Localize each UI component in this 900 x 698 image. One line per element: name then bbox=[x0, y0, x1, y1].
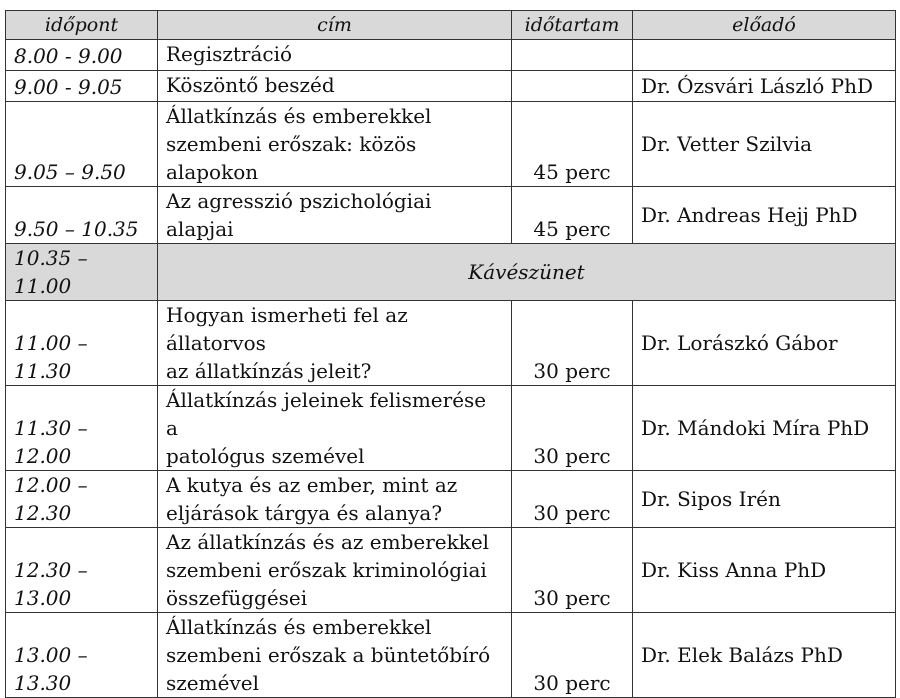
speaker-cell: Dr. Ózsvári László PhD bbox=[633, 71, 896, 102]
table-row bbox=[6, 386, 896, 471]
duration-cell: 30 perc bbox=[512, 613, 633, 698]
time-cell: 9.00 - 9.05 bbox=[6, 71, 158, 102]
time-cell: 13.00 – 13.30 bbox=[6, 613, 158, 698]
table-row bbox=[6, 102, 896, 187]
table-row bbox=[6, 40, 896, 71]
speaker-cell: Dr. Elek Balázs PhD bbox=[633, 613, 896, 698]
speaker-cell: Dr. Mándoki Míra PhD bbox=[633, 386, 896, 471]
table-row bbox=[6, 528, 896, 613]
title-cell: Az állatkínzás és az emberekkel szembeni erőszak kriminológiai összefüggései bbox=[158, 528, 512, 613]
title-cell: Köszöntő beszéd bbox=[158, 71, 512, 102]
speaker-cell: Dr. Kiss Anna PhD bbox=[633, 528, 896, 613]
duration-cell bbox=[512, 40, 633, 71]
header-row bbox=[6, 11, 896, 40]
time-cell: 9.50 – 10.35 bbox=[6, 187, 158, 244]
time-cell: 12.30 – 13.00 bbox=[6, 528, 158, 613]
table-row bbox=[6, 301, 896, 386]
duration-cell: 30 perc bbox=[512, 528, 633, 613]
time-cell: 11.30 – 12.00 bbox=[6, 386, 158, 471]
table-row bbox=[6, 613, 896, 698]
time-cell: 12.00 – 12.30 bbox=[6, 471, 158, 528]
title-cell: Hogyan ismerheti fel az állatorvos az állatkínzás jeleit? bbox=[158, 301, 512, 386]
duration-cell: 45 perc bbox=[512, 187, 633, 244]
duration-cell: 30 perc bbox=[512, 471, 633, 528]
speaker-cell bbox=[633, 40, 896, 71]
table-row bbox=[6, 71, 896, 102]
table-row bbox=[6, 187, 896, 244]
header-time: időpont bbox=[6, 11, 158, 40]
time-cell: 8.00 - 9.00 bbox=[6, 40, 158, 71]
duration-cell: 30 perc bbox=[512, 301, 633, 386]
title-cell: Az agresszió pszichológiai alapjai bbox=[158, 187, 512, 244]
speaker-cell: Dr. Andreas Hejj PhD bbox=[633, 187, 896, 244]
speaker-cell: Dr. Vetter Szilvia bbox=[633, 102, 896, 187]
duration-cell bbox=[512, 71, 633, 102]
header-title: cím bbox=[158, 11, 512, 40]
title-cell: Állatkínzás és emberekkel szembeni erőszak a büntetőbíró szemével bbox=[158, 613, 512, 698]
table-row bbox=[6, 471, 896, 528]
title-cell: Regisztráció bbox=[158, 40, 512, 71]
header-speaker: előadó bbox=[633, 11, 896, 40]
speaker-cell: Dr. Sipos Irén bbox=[633, 471, 896, 528]
time-cell: 11.00 – 11.30 bbox=[6, 301, 158, 386]
title-cell: Állatkínzás és emberekkel szembeni erőszak: közös alapokon bbox=[158, 102, 512, 187]
title-cell: A kutya és az ember, mint az eljárások tárgya és alanya? bbox=[158, 471, 512, 528]
break-row bbox=[6, 244, 896, 301]
time-cell: 10.35 – 11.00 bbox=[6, 244, 158, 301]
break-label: Kávészünet bbox=[158, 244, 896, 301]
title-cell: Állatkínzás jeleinek felismerése a patológus szemével bbox=[158, 386, 512, 471]
speaker-cell: Dr. Lorászkó Gábor bbox=[633, 301, 896, 386]
time-cell: 9.05 – 9.50 bbox=[6, 102, 158, 187]
duration-cell: 45 perc bbox=[512, 102, 633, 187]
schedule-table bbox=[5, 10, 896, 698]
header-duration: időtartam bbox=[512, 11, 633, 40]
duration-cell: 30 perc bbox=[512, 386, 633, 471]
